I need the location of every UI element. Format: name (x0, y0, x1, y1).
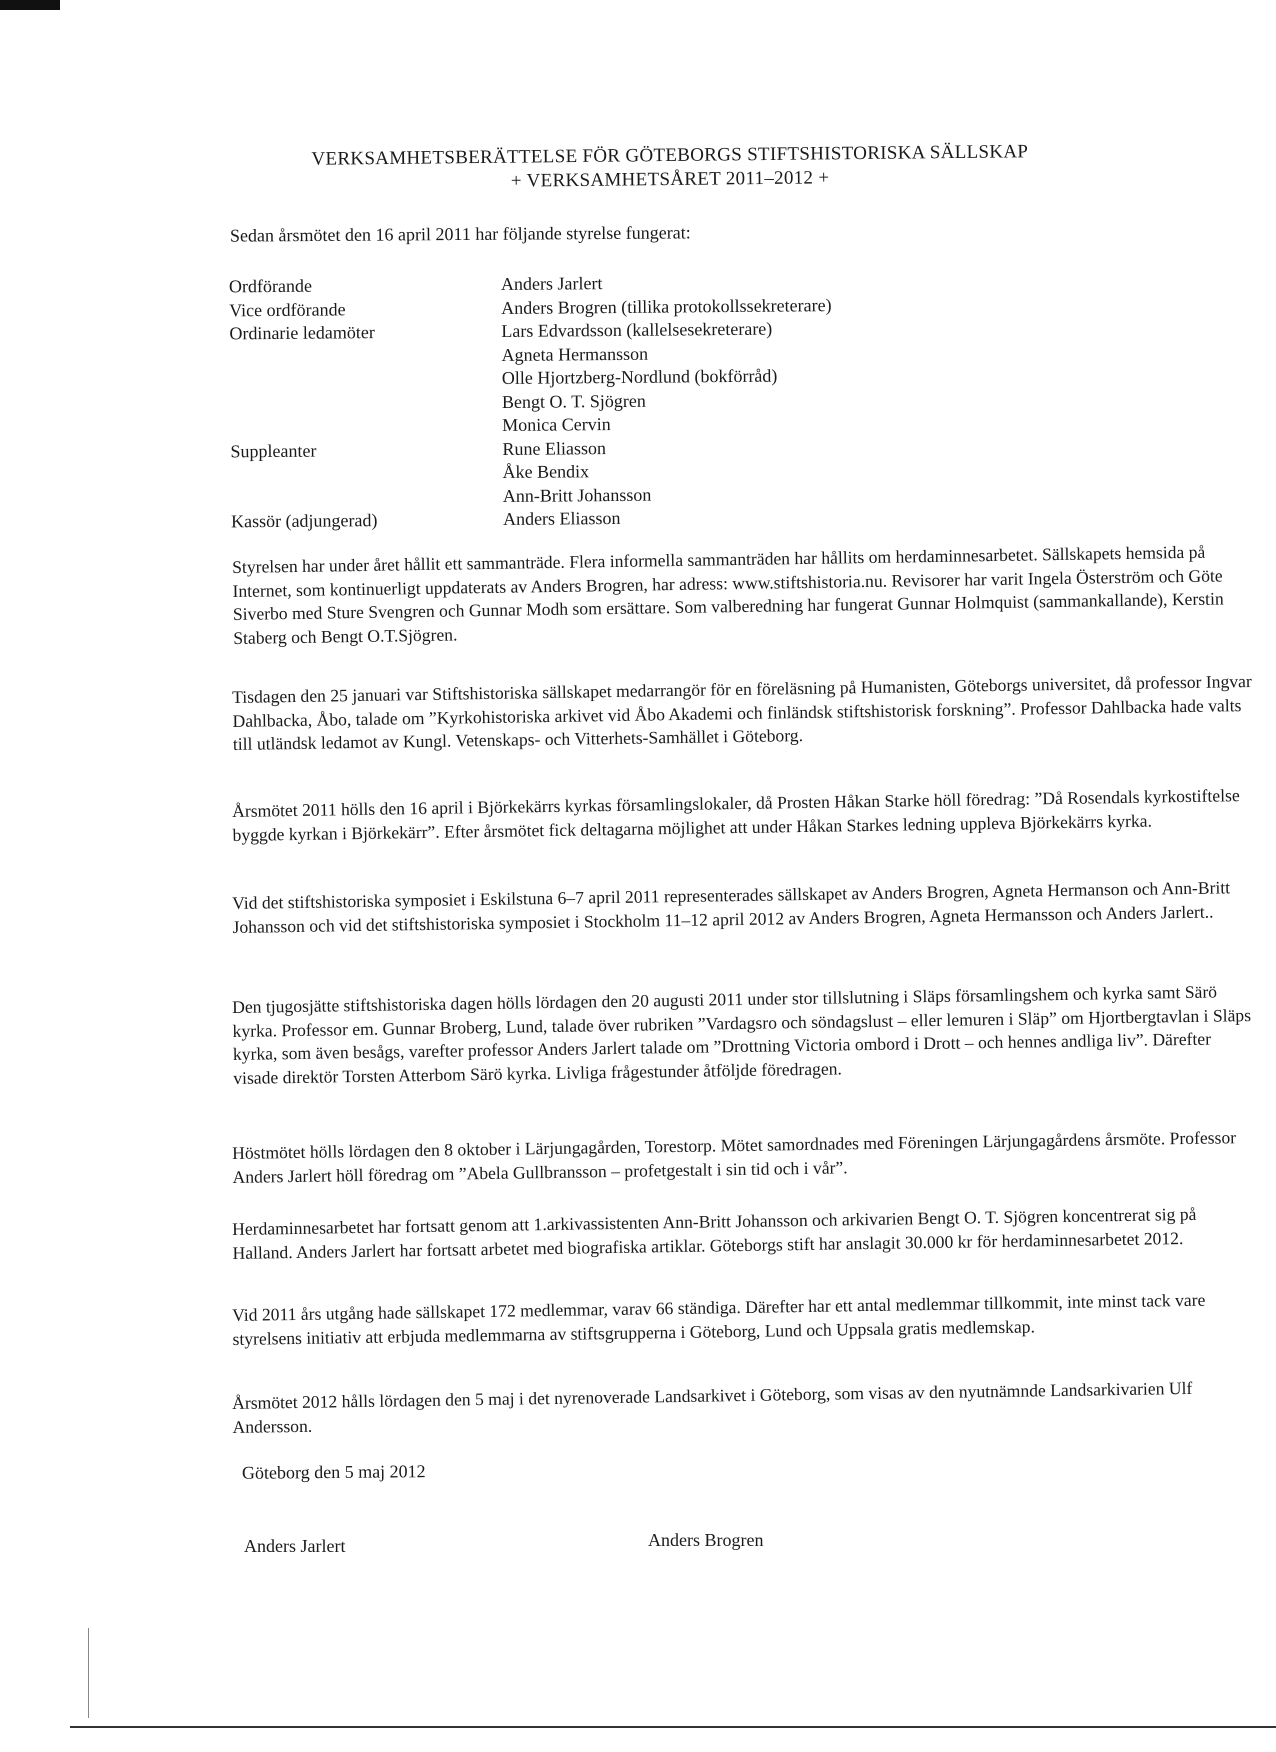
board-role (231, 461, 503, 487)
board-member: Anders Brogren (tillika protokollssekreterare) (501, 294, 832, 318)
board-member: Anders Jarlert (500, 273, 603, 294)
board-member: Anders Eliasson (502, 507, 621, 529)
board-role: Vice ordförande (229, 298, 346, 320)
board-role (231, 484, 503, 510)
board-role: Suppleanter (230, 440, 317, 461)
paragraph-text: Årsmötet 2011 hölls den 16 april i Björkekärrs kyrkas församlingslokaler, då Prosten Håkan Starke höll föredrag: ”Då Rosendals kyrkostiftelse byggde kyrkan i Björkekärr”. Efter årsmötet fick deltagarna möjlighet att under Håkan Starkes ledning uppleva Björkekärrs kyrka. (232, 785, 1240, 845)
board-member: Bengt O. T. Sjögren (501, 390, 646, 412)
board-member: Lars Edvardsson (kallelsesekreterare) (501, 318, 773, 341)
paragraph-board (232, 540, 1255, 650)
board-role: Kassör (adjungerad) (230, 510, 378, 532)
paragraph-text: Den tjugosjätte stiftshistoriska dagen hölls lördagen den 20 augusti 2011 under stor tillslutning i Släps församlingshem och kyrka samt Särö kyrka. Professor em. Gunnar Broberg, Lund, talade över rubriken ”Vardagsro och söndagslust – eller lemuren i Släp” om Hjortbergtavlan i Släps kyrka, som även besågs, varefter professor Anders Jarlert talade om ”Drottning Victoria ombord i Drott – och hennes andliga liv”. Därefter visade direktör Torsten Atterbom Särö kyrka. Livliga frågestunder åtföljde föredragen. (232, 981, 1252, 1088)
place-and-date: Göteborg den 5 maj 2012 (241, 1461, 426, 1483)
paragraph-symposia (232, 876, 1255, 939)
paragraph-text: Årsmötet 2012 hålls lördagen den 5 maj i det nyrenoverade Landsarkivet i Göteborg, som visas av den nyutnämnde Landsarkivarien Ulf Andersson. (232, 1377, 1193, 1437)
paragraph-autumn-meeting (232, 1126, 1255, 1189)
board-role (230, 343, 502, 369)
paragraph-herdaminne (232, 1202, 1255, 1265)
board-member: Monica Cervin (502, 414, 611, 435)
board-list (229, 269, 1003, 534)
board-member: Olle Hjortzberg-Nordlund (bokförråd) (501, 365, 778, 388)
title-line-1: VERKSAMHETSBERÄTTELSE FÖR GÖTEBORGS STIFTSHISTORISKA SÄLLSKAP (311, 141, 1029, 170)
paragraph-annual-meeting-2012 (232, 1376, 1255, 1439)
board-role: Ordförande (228, 275, 313, 297)
paragraph-text: Herdaminnesarbetet har fortsatt genom att 1.arkivassistenten Ann-Britt Johansson och arkivarien Bengt O. T. Sjögren koncentrerat sig på Halland. Anders Jarlert har fortsatt arbetet med biografiska artiklar. Göteborgs stift har anslagit 30.000 kr för herdaminnesarbetet 2012. (232, 1203, 1197, 1263)
board-role: Ordinarie ledamöter (229, 322, 375, 344)
paragraph-text: Höstmötet hölls lördagen den 8 oktober i Lärjungagården, Torestorp. Mötet samordnades med Föreningen Lärjungagårdens årsmöte. Professor Anders Jarlert höll föredrag om ”Abela Gullbransson – profetgestalt i sin tid och i vår”. (232, 1127, 1237, 1187)
document-title (200, 139, 1140, 197)
paragraph-text: Tisdagen den 25 januari var Stiftshistoriska sällskapet medarrangör för en föreläsning på Humanisten, Göteborgs universitet, då professor Ingvar Dahlbacka, Åbo, talade om ”Kyrkohistoriska arkivet vid Åbo Akademi och finländsk stiftshistorisk forskning”. Professor Dahlbacka hade valts till utländsk ledamot av Kungl. Vetenskaps- och Vitterhets-Samhället i Göteborg. (232, 670, 1252, 754)
paragraph-membership (232, 1288, 1255, 1351)
paragraph-text: Vid det stiftshistoriska symposiet i Eskilstuna 6–7 april 2011 representerades sällskapet av Anders Brogren, Agneta Hermanson och Ann-Britt Johansson och vid det stiftshistoriska symposiet i Stockholm 11–12 april 2012 av Anders Brogren, Agneta Hermansson och Anders Jarlert.. (232, 877, 1231, 937)
paragraph-lecture (232, 670, 1255, 757)
intro-text: Sedan årsmötet den 16 april 2011 har följande styrelse fungerat: (229, 222, 691, 246)
board-member: Åke Bendix (502, 461, 590, 482)
signature-right: Anders Brogren (648, 1530, 764, 1550)
signature-left: Anders Jarlert (244, 1536, 346, 1556)
paragraph-history-day (232, 980, 1255, 1090)
title-line-2: + VERKSAMHETSÅRET 2011–2012 + (510, 167, 830, 192)
board-role (230, 390, 502, 416)
paragraph-annual-meeting-2011 (232, 784, 1255, 847)
board-member: Agneta Hermansson (501, 343, 649, 365)
paragraph-text: Styrelsen har under året hållit ett sammanträde. Flera informella sammanträden har hållits om herdaminnesarbetet. Sällskapets hemsida på Internet, som kontinuerligt uppdaterats av Anders Brogren, har adress: www.stiftshistoria.nu. Revisorer har varit Ingela Österström och Göte Siverbo med Sture Svengren och Gunnar Modh som ersättare. Som valberedning har fungerat Gunnar Holmquist (sammankallande), Kerstin Staberg och Bengt O.T.Sjögren. (232, 541, 1224, 648)
board-member: Ann-Britt Johansson (502, 484, 652, 506)
paragraph-text: Vid 2011 års utgång hade sällskapet 172 medlemmar, varav 66 ständiga. Därefter har ett antal medlemmar tillkommit, inte minst tack vare styrelsens initiativ att erbjuda medlemmarna av stiftsgrupperna i Göteborg, Lund och Uppsala gratis medlemskap. (232, 1289, 1206, 1349)
board-role (230, 414, 502, 440)
board-role (230, 367, 502, 393)
board-member: Rune Eliasson (502, 437, 606, 459)
